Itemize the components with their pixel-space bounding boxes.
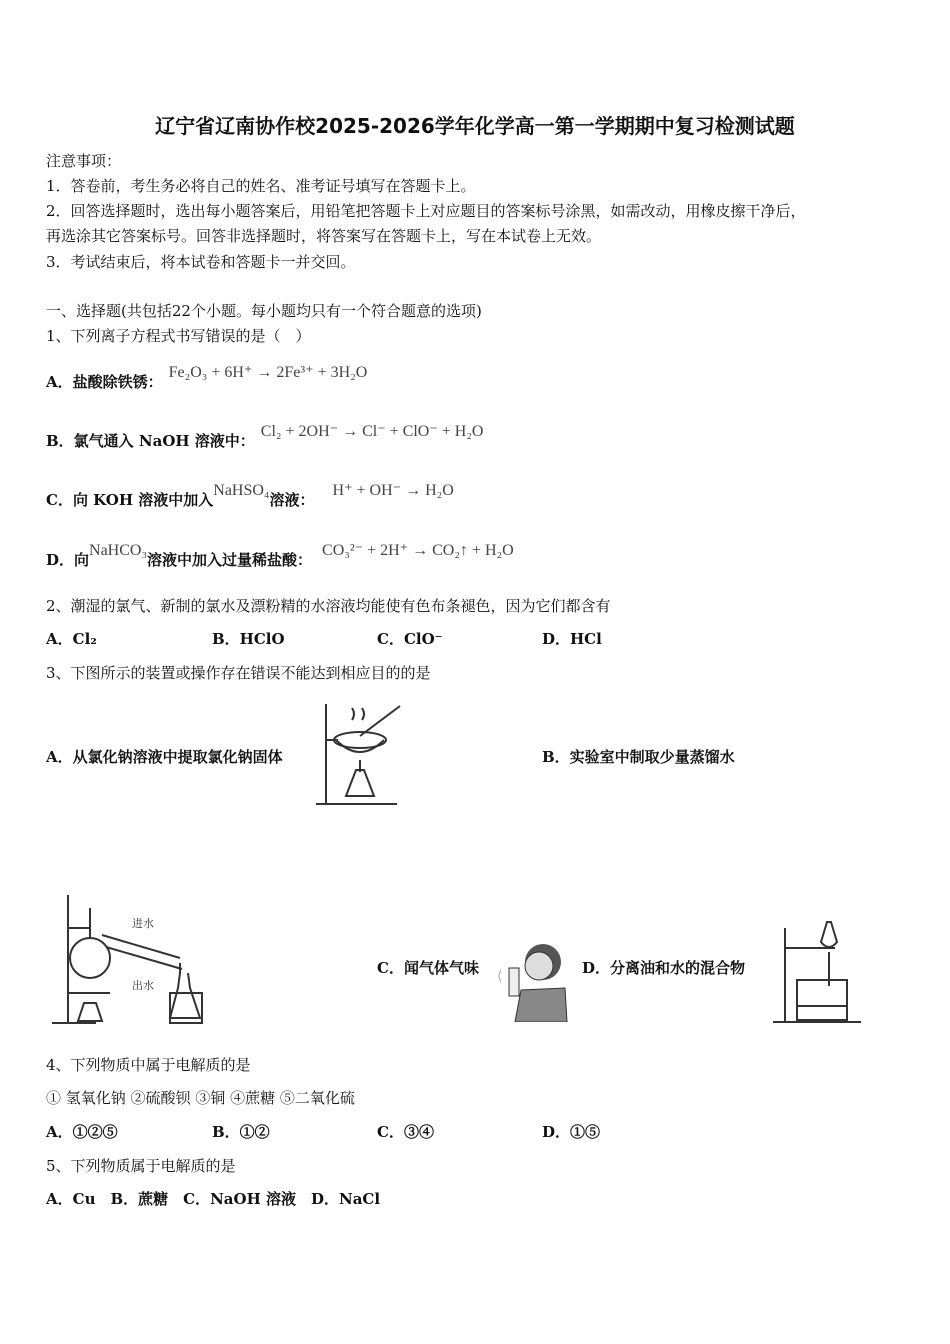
q2-option-d: D．HCl: [542, 630, 602, 648]
q4-option-b: B．①②: [212, 1123, 270, 1141]
separatory-funnel-image: [765, 918, 865, 1026]
q3-stem: 3、下图所示的装置或操作存在错误不能达到相应目的的是: [46, 664, 431, 682]
note-2: 2．回答选择题时，选出每小题答案后，用铅笔把答题卡上对应题目的答案标号涂黑，如需改动，用橡皮擦干净后，: [46, 202, 806, 220]
q2-option-b: B．HClO: [212, 630, 285, 648]
q1-d-reagent: NaHCO₃: [89, 542, 148, 559]
q3-option-d: D．分离油和水的混合物: [582, 959, 746, 977]
water-out-label: 出水: [132, 979, 154, 992]
q3-option-c: C．闻气体气味: [377, 959, 479, 977]
q2-option-c: C．ClO⁻: [377, 630, 443, 648]
smelling-gas-boy-image: [495, 940, 570, 1022]
q1-c-reagent: NaHSO₄: [213, 482, 270, 499]
notes-heading: 注意事项：: [46, 152, 122, 170]
q1-option-a: [46, 364, 368, 393]
page-title: 辽宁省辽南协作校2025-2026学年化学高一第一学期期中复习检测试题: [155, 114, 795, 138]
q4-items: ① 氢氧化钠 ②硫酸钡 ③铜 ④蔗糖 ⑤二氧化硫: [46, 1089, 355, 1107]
section-heading: 一、选择题(共包括22个小题。每小题均只有一个符合题意的选项): [46, 302, 482, 320]
q4-option-d: D．①⑤: [542, 1123, 601, 1141]
q1-d-label2: 溶液中加入过量稀盐酸：: [147, 551, 313, 569]
q1-a-equation: Fe₂O₃ + 6H⁺ → 2Fe³⁺ + 3H₂O: [168, 364, 368, 381]
q1-stem: 1、下列离子方程式书写错误的是（ ）: [46, 327, 311, 345]
q4-option-c: C．③④: [377, 1123, 434, 1141]
q1-b-label: B．氯气通入 NaOH 溶液中：: [46, 432, 255, 450]
q2-option-a: A．Cl₂: [46, 630, 97, 648]
q4-stem: 4、下列物质中属于电解质的是: [46, 1056, 251, 1074]
evaporation-apparatus-image: [312, 700, 402, 808]
q1-a-label: A．盐酸除铁锈：: [46, 373, 163, 391]
q4-option-a: A．①②⑤: [46, 1123, 118, 1141]
q1-c-label: C．向 KOH 溶液中加入: [46, 491, 214, 509]
q5-stem: 5、下列物质属于电解质的是: [46, 1157, 236, 1175]
note-3: 3．考试结束后，将本试卷和答题卡一并交回。: [46, 253, 356, 271]
q1-b-equation: Cl₂ + 2OH⁻ → Cl⁻ + ClO⁻ + H₂O: [260, 423, 484, 440]
note-1: 1．答卷前，考生务必将自己的姓名、准考证号填写在答题卡上。: [46, 177, 476, 195]
q3-option-b: B．实验室中制取少量蒸馏水: [542, 748, 735, 766]
q1-c-equation: H⁺ + OH⁻ → H₂O: [332, 482, 454, 499]
q1-option-b: [46, 423, 484, 452]
water-in-label: 进水: [132, 917, 154, 930]
q1-option-c: [46, 482, 454, 511]
q1-d-label: D．向: [46, 551, 90, 569]
q5-options: A．Cu B．蔗糖 C．NaOH 溶液 D．NaCl: [46, 1190, 381, 1208]
note-2-cont: 再选涂其它答案标号。回答非选择题时，将答案写在答题卡上，写在本试卷上无效。: [46, 227, 602, 245]
distillation-apparatus-image: [50, 893, 210, 1027]
q1-d-equation: CO₃²⁻ + 2H⁺ → CO₂↑ + H₂O: [322, 542, 514, 559]
q1-option-d: [46, 542, 514, 571]
q1-c-label2: 溶液：: [269, 491, 315, 509]
q3-option-a: A．从氯化钠溶液中提取氯化钠固体: [46, 748, 283, 766]
q2-stem: 2、潮湿的氯气、新制的氯水及漂粉精的水溶液均能使有色布条褪色，因为它们都含有: [46, 597, 611, 615]
